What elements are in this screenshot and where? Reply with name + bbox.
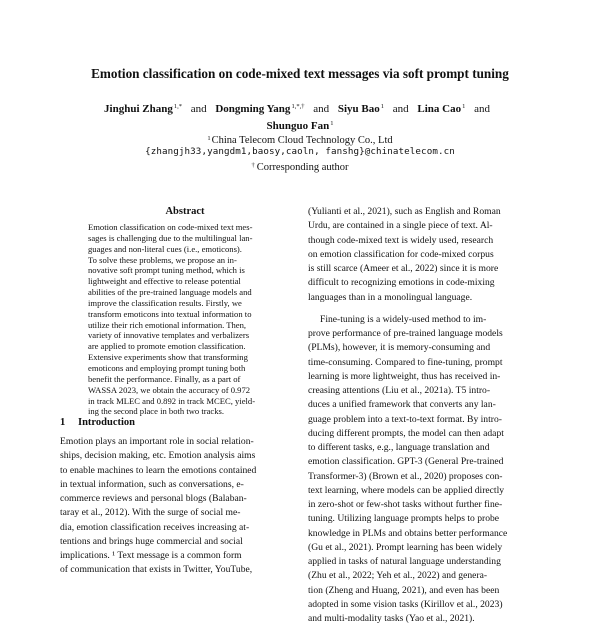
abstract-line: benefit the performance. Finally, as a part of bbox=[88, 373, 241, 384]
body-line: in zero-shot or few-shot tasks without further fine- bbox=[308, 499, 503, 510]
body-line: emotion classification. GPT-3 (General Pre-trained bbox=[308, 456, 504, 468]
author-emails: {zhangjh33,yangdm1,baosy,caoln, fanshg}@chinatelecom.cn bbox=[145, 146, 455, 157]
corresponding-mark: † bbox=[251, 162, 255, 169]
body-line: to different tasks, e.g., language translation and bbox=[308, 442, 490, 453]
section-number: 1 bbox=[60, 417, 66, 428]
body-line: creasing attentions (Liu et al., 2021a). T5 intro- bbox=[308, 385, 491, 396]
abstract-heading: Abstract bbox=[165, 206, 205, 217]
author-list bbox=[60, 100, 540, 133]
abstract-line: guages and non-literal cues (i.e., emoticons). bbox=[88, 243, 242, 254]
abstract-line: improve the classification results. Firstly, we bbox=[88, 297, 242, 308]
abstract-line: WASSA 2023, we obtain the accuracy of 0.972 bbox=[88, 384, 251, 395]
abstract-line: abilities of the pre-trained language models and bbox=[88, 287, 252, 298]
body-line: ducing different prompts, the model can then adapt bbox=[308, 427, 504, 439]
body-line: Emotion plays an important role in social relation- bbox=[60, 436, 254, 447]
body-line: Transformer-3) (Brown et al., 2020) proposes con- bbox=[308, 470, 503, 482]
body-line: text learning, where models can be applied directly bbox=[308, 484, 505, 496]
body-line: (PLMs), however, it is memory-consuming and bbox=[308, 342, 491, 354]
body-line: (Yulianti et al., 2021), such as English and Roman bbox=[308, 206, 501, 217]
abstract-line: Emotion classification on code-mixed text mes- bbox=[88, 222, 253, 232]
body-line: languages than in a monolingual language. bbox=[308, 291, 473, 303]
abstract-line: utilize their rich emotional information. Then, bbox=[88, 319, 247, 330]
body-line: difficult to recognizing emotions in code-mixing bbox=[308, 277, 495, 289]
body-line: commerce reviews and personal blogs (Balaban- bbox=[60, 493, 247, 504]
abstract-line: ing the second place in both two tracks. bbox=[88, 406, 225, 417]
introduction-body bbox=[60, 435, 296, 578]
right-column-body bbox=[308, 205, 544, 626]
and-word: and bbox=[313, 103, 330, 115]
abstract-line: variety of innovative templates and verbalizers bbox=[88, 330, 250, 341]
abstract-line: emoticons and employing prompt tuning both bbox=[88, 362, 246, 373]
and-word: and bbox=[392, 103, 409, 115]
author-marks: 1 bbox=[380, 103, 384, 110]
body-line: implications. ¹ Text message is a common form bbox=[60, 550, 242, 561]
body-line: taray et al., 2012). With the surge of social me- bbox=[60, 507, 241, 519]
paper-title: Emotion classification on code-mixed text messages via soft prompt tuning bbox=[91, 66, 509, 81]
body-line: guage problem into a text-to-text format. By intro- bbox=[308, 413, 502, 425]
body-line: (Zhu et al., 2022; Yeh et al., 2022) and genera- bbox=[308, 570, 488, 582]
body-line: Fine-tuning is a widely-used method to im- bbox=[320, 313, 487, 325]
author-name: Siyu Bao bbox=[337, 103, 380, 115]
abstract-body bbox=[88, 222, 288, 417]
corresponding-note bbox=[0, 159, 600, 174]
author-name: Dongming Yang bbox=[215, 103, 291, 115]
affiliation-mark: 1 bbox=[207, 135, 211, 142]
body-line: knowledge in PLMs and obtains better performance bbox=[308, 527, 508, 539]
body-line: though code-mixed text is widely used, research bbox=[308, 234, 494, 246]
body-line: Urdu, are contained in a single piece of text. Al- bbox=[308, 220, 493, 232]
author-name: Jinghui Zhang bbox=[104, 103, 173, 115]
body-line: to enable machines to learn the emotions contained bbox=[60, 464, 257, 476]
body-line: is still scarce (Ameer et al., 2022) since it is more bbox=[308, 263, 499, 274]
abstract-line: in track MLEC and 0.892 in track MCEC, yield- bbox=[88, 395, 256, 406]
author-name: Lina Cao bbox=[417, 103, 462, 115]
abstract-line: novative soft prompt tuning method, which is bbox=[88, 265, 245, 276]
author-name: Shunguo Fan bbox=[266, 119, 330, 132]
body-line: duces a unified framework that converts any lan- bbox=[308, 399, 496, 411]
and-word: and bbox=[190, 103, 207, 115]
section-title: Introduction bbox=[78, 417, 135, 428]
body-line: tentions and brings huge commercial and social bbox=[60, 535, 243, 547]
body-line: on emotion classification for code-mixed corpus bbox=[308, 248, 494, 260]
abstract-line: sages is challenging due to the multilingual lan- bbox=[88, 232, 253, 243]
body-line: time-consuming. Compared to fine-tuning, prompt bbox=[308, 356, 503, 368]
abstract-line: are applied to promote emotion classification. bbox=[88, 341, 246, 352]
body-line: adopted in some vision tasks (Kirillov et al., 2023) bbox=[308, 598, 503, 610]
body-line: tion (Zheng and Huang, 2021), and even has been bbox=[308, 584, 500, 596]
abstract-line: To solve these problems, we propose an in- bbox=[88, 254, 237, 265]
abstract-line: Extensive experiments show that transforming bbox=[88, 352, 248, 363]
body-line: and multi-modality tasks (Yao et al., 2021). bbox=[308, 613, 475, 624]
author-marks: 1,* bbox=[173, 103, 182, 110]
author-marks: 1 bbox=[330, 119, 334, 127]
abstract-line: transform emoticons into textual information to bbox=[88, 308, 252, 319]
affiliation-text: China Telecom Cloud Technology Co., Ltd bbox=[211, 135, 393, 146]
body-line: applied in tasks of natural language understanding bbox=[308, 556, 501, 567]
body-line: ships, decision making, etc. Emotion analysis aims bbox=[60, 450, 256, 462]
section-heading-introduction bbox=[60, 417, 135, 428]
body-line: of communication that exists in Twitter, YouTube, bbox=[60, 564, 253, 576]
body-line: (Gu et al., 2021). Prompt learning has been widely bbox=[308, 541, 503, 553]
author-marks: 1 bbox=[462, 103, 466, 110]
paragraph-gap bbox=[308, 305, 544, 313]
and-word: and bbox=[474, 103, 490, 115]
body-line: in textual information, such as conversations, e- bbox=[60, 478, 244, 490]
body-line: dia, emotion classification receives increasing at- bbox=[60, 521, 250, 533]
corresponding-text: Corresponding author bbox=[256, 162, 349, 173]
body-line: learning is more lightweight, thus has received in- bbox=[308, 370, 501, 382]
body-line: prove performance of pre-trained language models bbox=[308, 328, 503, 339]
body-line: tuning. Utilizing language prompts helps to probe bbox=[308, 513, 500, 525]
abstract-line: lightweight and effective to release potential bbox=[88, 276, 241, 287]
author-marks: 1,*,† bbox=[291, 103, 305, 110]
